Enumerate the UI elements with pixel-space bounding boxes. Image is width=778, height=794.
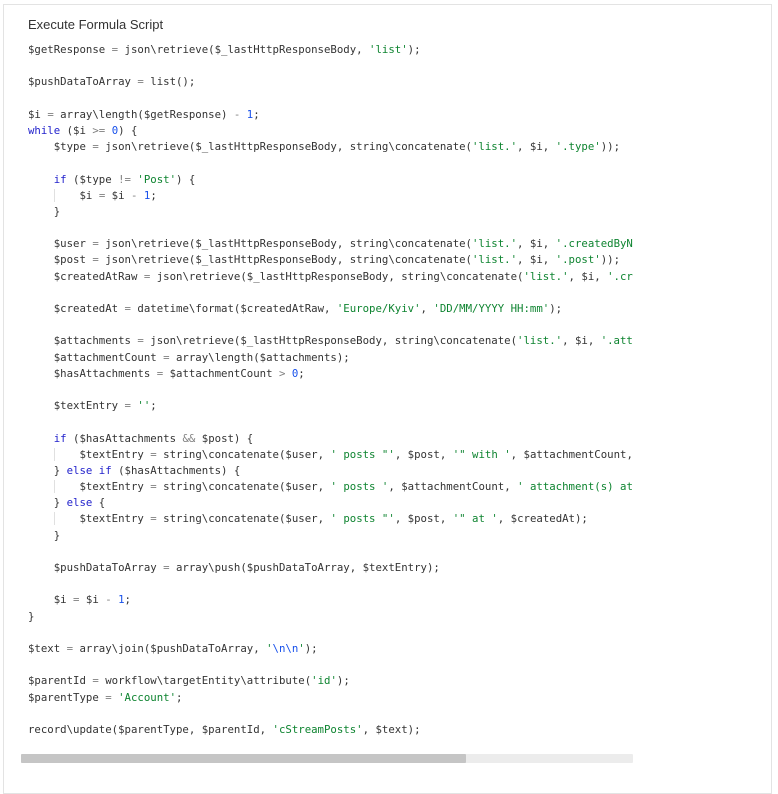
code-line: if ($type != 'Post') { — [53, 172, 196, 186]
panel-title: Execute Formula Script — [28, 17, 164, 32]
code-line: $createdAtRaw = json\retrieve($_lastHttpResponseBody, string\concatenate('list.', $i, '.cr — [28, 269, 633, 283]
code-line — [28, 382, 633, 398]
code-line — [28, 544, 633, 560]
code-line: if ($hasAttachments && $post) { — [53, 431, 254, 445]
code-line: } — [28, 528, 61, 542]
code-line: $type = json\retrieve($_lastHttpResponseBody, string\concatenate('list.', $i, '.type')); — [28, 140, 621, 154]
code-line: $i = $i - 1; — [28, 593, 131, 607]
code-line — [28, 285, 633, 301]
code-line: $textEntry = string\concatenate($user, ' posts "', $post, '" at ', $createdAt); — [28, 511, 633, 527]
code-line — [28, 657, 633, 673]
code-line: $parentType = 'Account'; — [28, 690, 183, 704]
code-line: } — [28, 609, 35, 623]
code-line: $attachmentCount = array\length($attachments); — [28, 350, 350, 364]
code-line — [28, 317, 633, 333]
code-line: } else if ($hasAttachments) { — [28, 463, 241, 477]
code-line: record\update($parentType, $parentId, 'cStreamPosts', $text); — [28, 722, 421, 736]
code-line: $getResponse = json\retrieve($_lastHttpResponseBody, 'list'); — [28, 43, 421, 56]
code-line: $i = array\length($getResponse) - 1; — [28, 107, 260, 121]
code-line: $pushDataToArray = array\push($pushDataToArray, $textEntry); — [28, 561, 440, 574]
code-line: $attachments = json\retrieve($_lastHttpResponseBody, string\concatenate('list.', $i, '.att — [28, 334, 633, 348]
formula-code-editor[interactable] — [28, 42, 633, 742]
code-line: while ($i >= 0) { — [28, 123, 138, 137]
code-line — [28, 91, 633, 107]
code-line: } — [28, 204, 61, 218]
code-line — [28, 220, 633, 236]
code-line — [28, 414, 633, 430]
code-line: $textEntry = string\concatenate($user, ' posts "', $post, '" with ', $attachmentCount, — [28, 447, 633, 463]
code-line: } else { — [28, 496, 106, 510]
code-line: $text = array\join($pushDataToArray, '\n\n'); — [28, 641, 318, 655]
code-line: $hasAttachments = $attachmentCount > 0; — [28, 366, 305, 380]
code-line — [28, 706, 633, 722]
horizontal-scrollbar-track[interactable] — [21, 754, 633, 763]
horizontal-scrollbar-thumb[interactable] — [21, 754, 466, 763]
code-line: $parentId = workflow\targetEntity\attribute('id'); — [28, 674, 350, 688]
code-line: $textEntry = ''; — [28, 399, 157, 413]
code-line: $post = json\retrieve($_lastHttpResponseBody, string\concatenate('list.', $i, '.post')); — [28, 253, 621, 267]
code-line: $createdAt = datetime\format($createdAtRaw, 'Europe/Kyiv', 'DD/MM/YYYY HH:mm'); — [28, 302, 563, 315]
code-line — [28, 625, 633, 641]
code-line: $user = json\retrieve($_lastHttpResponseBody, string\concatenate('list.', $i, '.createdByN — [28, 237, 633, 251]
code-line: $textEntry = string\concatenate($user, ' posts ', $attachmentCount, ' attachment(s) at — [28, 479, 633, 495]
formula-script-panel — [3, 4, 772, 794]
code-line — [28, 155, 633, 171]
code-line: $i = $i - 1; — [28, 188, 633, 204]
code-line — [28, 58, 633, 74]
code-line — [28, 576, 633, 592]
code-lines — [28, 42, 633, 738]
code-line: $pushDataToArray = list(); — [28, 75, 196, 89]
